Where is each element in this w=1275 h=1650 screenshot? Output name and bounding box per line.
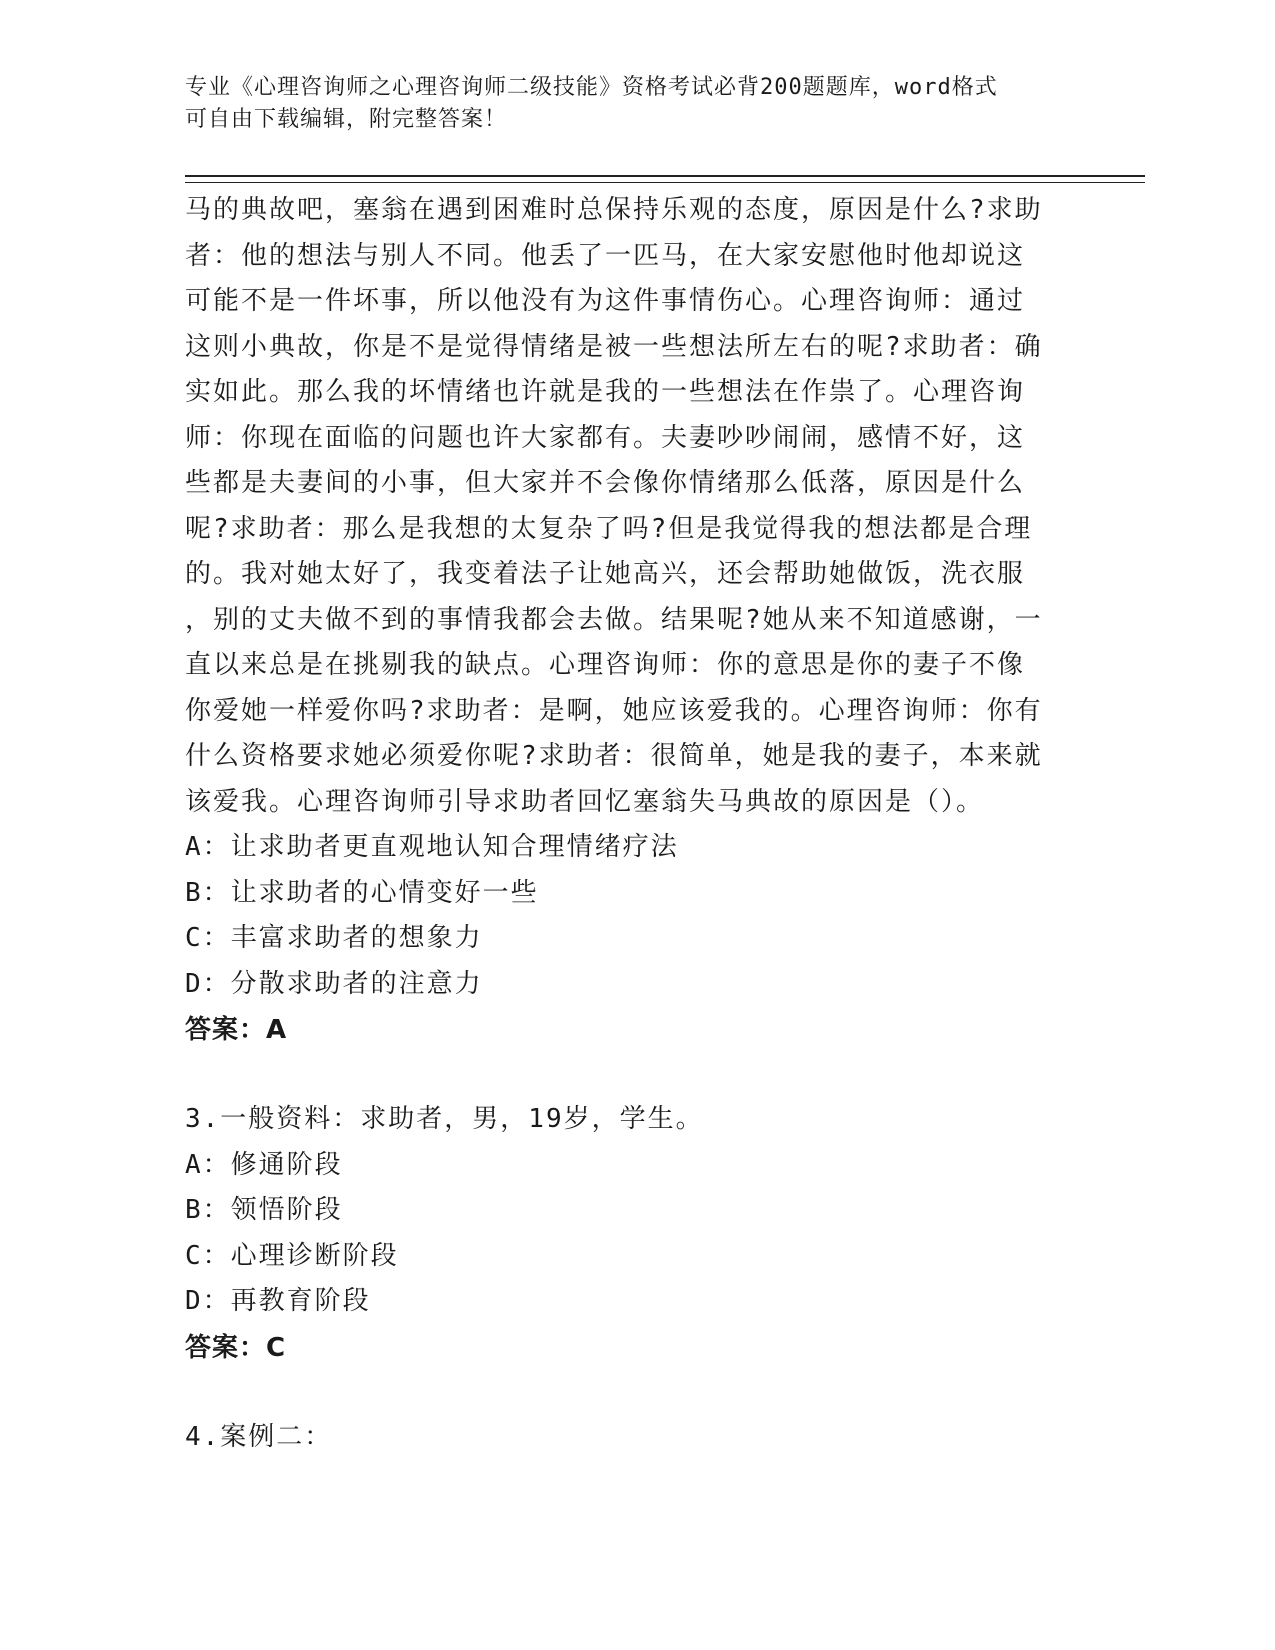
document-body <box>185 188 1065 1460</box>
option-c: C：丰富求助者的想象力 <box>185 923 483 953</box>
question-3 <box>185 1097 1065 1371</box>
question-stem: 4.案例二： <box>185 1421 333 1452</box>
document-header <box>185 72 1065 136</box>
stem-line: 什么资格要求她必须爱你呢?求助者：很简单，她是我的妻子，本来就 <box>185 741 1043 771</box>
stem-line: 可能不是一件坏事，所以他没有为这件事情伤心。心理咨询师：通过 <box>185 286 1026 316</box>
question-stem <box>185 188 1065 825</box>
question-4 <box>185 1415 1065 1461</box>
stem-line: 你爱她一样爱你吗?求助者：是啊，她应该爱我的。心理咨询师：你有 <box>185 695 1043 726</box>
option-a: A：让求助者更直观地认知合理情绪疗法 <box>185 832 679 862</box>
spacer <box>185 1053 1065 1097</box>
option-c: C：心理诊断阶段 <box>185 1240 399 1271</box>
option-b: B：领悟阶段 <box>185 1195 343 1225</box>
stem-line: ，别的丈夫做不到的事情我都会去做。结果呢?她从来不知道感谢，一 <box>185 604 1043 635</box>
stem-line: 呢?求助者：那么是我想的太复杂了吗?但是我觉得我的想法都是合理 <box>185 513 1033 544</box>
option-d: D：分散求助者的注意力 <box>185 968 483 999</box>
header-line-1: 专业《心理咨询师之心理咨询师二级技能》资格考试必背200题题库，word格式 <box>185 75 998 100</box>
answer-label: 答案：A <box>185 1015 288 1045</box>
stem-line: 者：他的想法与别人不同。他丢了一匹马，在大家安慰他时他却说这 <box>185 240 1026 271</box>
stem-line: 的。我对她太好了，我变着法子让她高兴，还会帮助她做饭，洗衣服 <box>185 559 1026 589</box>
option-d: D：再教育阶段 <box>185 1286 371 1316</box>
header-divider <box>185 175 1145 183</box>
stem-line: 实如此。那么我的坏情绪也许就是我的一些想法在作祟了。心理咨询 <box>185 377 1026 407</box>
stem-line: 该爱我。心理咨询师引导求助者回忆塞翁失马典故的原因是（）。 <box>185 786 985 817</box>
question-stem: 3.一般资料：求助者，男，19岁，学生。 <box>185 1104 704 1134</box>
answer-label: 答案：C <box>185 1332 287 1363</box>
stem-line: 这则小典故，你是不是觉得情绪是被一些想法所左右的呢?求助者：确 <box>185 331 1043 362</box>
option-a: A：修通阶段 <box>185 1149 343 1180</box>
question-2 <box>185 188 1065 1053</box>
stem-line: 些都是夫妻间的小事，但大家并不会像你情绪那么低落，原因是什么 <box>185 468 1026 498</box>
spacer <box>185 1371 1065 1415</box>
option-b: B：让求助者的心情变好一些 <box>185 877 539 908</box>
stem-line: 直以来总是在挑剔我的缺点。心理咨询师：你的意思是你的妻子不像 <box>185 650 1026 680</box>
stem-line: 马的典故吧，塞翁在遇到困难时总保持乐观的态度，原因是什么?求助 <box>185 195 1043 225</box>
stem-line: 师：你现在面临的问题也许大家都有。夫妻吵吵闹闹，感情不好，这 <box>185 422 1026 453</box>
header-line-2: 可自由下载编辑，附完整答案！ <box>185 107 508 132</box>
